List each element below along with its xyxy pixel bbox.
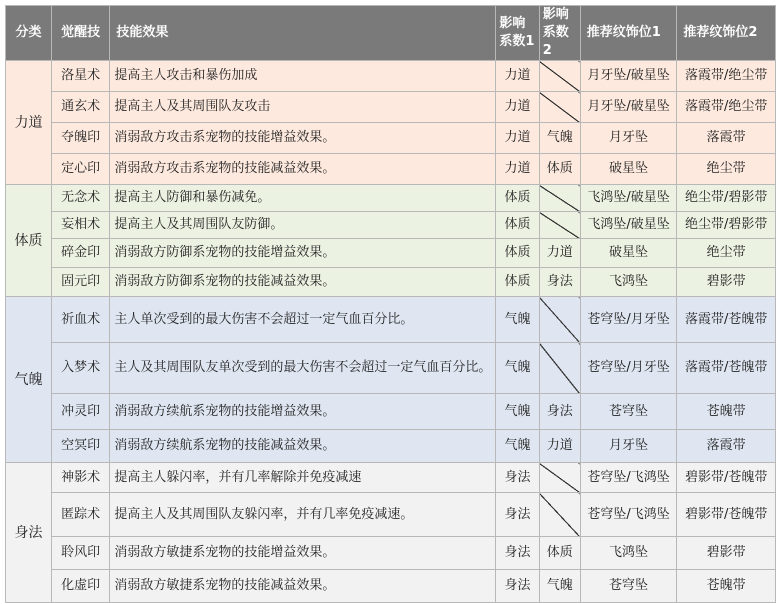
skill-effect: 主人单次受到的最大伤害不会超过一定气血百分比。 (110, 297, 496, 343)
table-row (6, 463, 776, 493)
slot1-cell: 飞鸿坠 (580, 268, 677, 297)
slot2-cell: 落霞带/绝尘带 (677, 61, 776, 92)
skill-effect: 消弱敌方续航系宠物的技能增益效果。 (110, 394, 496, 430)
slot2-cell: 绝尘带/碧影带 (677, 185, 776, 212)
slot1-cell: 苍穹坠/飞鸿坠 (580, 463, 677, 493)
skill-name: 洛星术 (52, 61, 110, 92)
table-row (6, 570, 776, 603)
slot2-cell: 落霞带 (677, 123, 776, 154)
skill-name: 空冥印 (52, 430, 110, 463)
table-row (6, 92, 776, 123)
factor1-cell: 力道 (496, 123, 539, 154)
header-effect: 技能效果 (110, 6, 496, 61)
skill-name: 妄相术 (52, 212, 110, 239)
table-row (6, 212, 776, 239)
slot2-cell: 碧影带 (677, 537, 776, 570)
slot2-cell: 绝尘带 (677, 239, 776, 268)
factor1-cell: 体质 (496, 212, 539, 239)
factor1-cell: 气魄 (496, 430, 539, 463)
slot1-cell: 破星坠 (580, 154, 677, 185)
category-cell: 气魄 (6, 297, 52, 463)
factor1-cell: 力道 (496, 61, 539, 92)
factor1-cell: 身法 (496, 463, 539, 493)
factor2-empty-cell (539, 212, 580, 239)
skill-effect: 提高主人躲闪率，并有几率解除并免疫减速 (110, 463, 496, 493)
slot2-cell: 落霞带/绝尘带 (677, 92, 776, 123)
factor2-empty-cell (539, 297, 580, 343)
slot1-cell: 苍穹坠/月牙坠 (580, 343, 677, 394)
factor2-cell: 体质 (539, 537, 580, 570)
table-row (6, 297, 776, 343)
slot1-cell: 月牙坠 (580, 123, 677, 154)
table-row (6, 268, 776, 297)
table-row (6, 123, 776, 154)
factor1-cell: 气魄 (496, 297, 539, 343)
factor2-cell: 气魄 (539, 123, 580, 154)
skill-effect: 消弱敌方防御系宠物的技能增益效果。 (110, 239, 496, 268)
factor2-cell: 身法 (539, 268, 580, 297)
skill-name: 入梦术 (52, 343, 110, 394)
skill-name: 夺魄印 (52, 123, 110, 154)
group-agility (6, 463, 776, 603)
slot2-cell: 落霞带/苍魄带 (677, 343, 776, 394)
skill-effect: 消弱敌方敏捷系宠物的技能增益效果。 (110, 537, 496, 570)
factor1-cell: 身法 (496, 570, 539, 603)
table-row (6, 61, 776, 92)
table-row (6, 537, 776, 570)
table-row (6, 394, 776, 430)
skill-effect: 主人及其周围队友单次受到的最大伤害不会超过一定气血百分比。 (110, 343, 496, 394)
skill-effect: 消弱敌方续航系宠物的技能减益效果。 (110, 430, 496, 463)
header-slot1: 推荐纹饰位1 (580, 6, 677, 61)
factor1-cell: 力道 (496, 92, 539, 123)
factor1-cell: 体质 (496, 239, 539, 268)
awakening-skill-table (5, 5, 776, 603)
skill-effect: 提高主人及其周围队友攻击 (110, 92, 496, 123)
header-factor2: 影响系数2 (539, 6, 580, 61)
skill-name: 定心印 (52, 154, 110, 185)
table-row (6, 154, 776, 185)
skill-name: 聆风印 (52, 537, 110, 570)
slot1-cell: 飞鸿坠 (580, 537, 677, 570)
slot2-cell: 苍魄带 (677, 394, 776, 430)
slot2-cell: 绝尘带/碧影带 (677, 212, 776, 239)
factor2-cell: 气魄 (539, 570, 580, 603)
slot2-cell: 绝尘带 (677, 154, 776, 185)
factor1-cell: 力道 (496, 154, 539, 185)
table-row (6, 239, 776, 268)
factor2-empty-cell (539, 493, 580, 537)
slot2-cell: 苍魄带 (677, 570, 776, 603)
factor1-cell: 气魄 (496, 343, 539, 394)
slot2-cell: 落霞带 (677, 430, 776, 463)
category-cell: 身法 (6, 463, 52, 603)
table-row (6, 185, 776, 212)
factor2-cell: 体质 (539, 154, 580, 185)
skill-name: 祈血术 (52, 297, 110, 343)
skill-name: 冲灵印 (52, 394, 110, 430)
skill-effect: 提高主人攻击和暴伤加成 (110, 61, 496, 92)
category-cell: 体质 (6, 185, 52, 297)
factor1-cell: 身法 (496, 537, 539, 570)
skill-name: 碎金印 (52, 239, 110, 268)
header-category: 分类 (6, 6, 52, 61)
category-cell: 力道 (6, 61, 52, 185)
skill-name: 化虚印 (52, 570, 110, 603)
skill-effect: 提高主人及其周围队友躲闪率，并有几率免疫减速。 (110, 493, 496, 537)
skill-name: 通玄术 (52, 92, 110, 123)
header-skill: 觉醒技 (52, 6, 110, 61)
skill-effect: 提高主人防御和暴伤减免。 (110, 185, 496, 212)
skill-effect: 消弱敌方防御系宠物的技能减益效果。 (110, 268, 496, 297)
group-constitution (6, 185, 776, 297)
group-spirit (6, 297, 776, 463)
factor2-cell: 身法 (539, 394, 580, 430)
factor1-cell: 体质 (496, 268, 539, 297)
table-row (6, 493, 776, 537)
factor2-empty-cell (539, 463, 580, 493)
skill-name: 神影术 (52, 463, 110, 493)
factor1-cell: 体质 (496, 185, 539, 212)
factor2-cell: 力道 (539, 239, 580, 268)
slot1-cell: 破星坠 (580, 239, 677, 268)
slot1-cell: 月牙坠/破星坠 (580, 92, 677, 123)
skill-effect: 消弱敌方敏捷系宠物的技能减益效果。 (110, 570, 496, 603)
slot1-cell: 月牙坠/破星坠 (580, 61, 677, 92)
table-row (6, 430, 776, 463)
slot1-cell: 月牙坠 (580, 430, 677, 463)
skill-name: 固元印 (52, 268, 110, 297)
header-row (6, 6, 776, 61)
factor2-empty-cell (539, 343, 580, 394)
slot1-cell: 飞鸿坠/破星坠 (580, 185, 677, 212)
factor1-cell: 气魄 (496, 394, 539, 430)
slot2-cell: 碧影带/苍魄带 (677, 493, 776, 537)
slot1-cell: 苍穹坠/飞鸿坠 (580, 493, 677, 537)
slot1-cell: 飞鸿坠/破星坠 (580, 212, 677, 239)
factor1-cell: 身法 (496, 493, 539, 537)
header-slot2: 推荐纹饰位2 (677, 6, 776, 61)
skill-effect: 提高主人及其周围队友防御。 (110, 212, 496, 239)
slot2-cell: 碧影带 (677, 268, 776, 297)
factor2-empty-cell (539, 61, 580, 92)
slot1-cell: 苍穹坠 (580, 394, 677, 430)
slot1-cell: 苍穹坠 (580, 570, 677, 603)
group-strength (6, 61, 776, 185)
slot1-cell: 苍穹坠/月牙坠 (580, 297, 677, 343)
skill-effect: 消弱敌方攻击系宠物的技能减益效果。 (110, 154, 496, 185)
skill-effect: 消弱敌方攻击系宠物的技能增益效果。 (110, 123, 496, 154)
skill-name: 匿踪术 (52, 493, 110, 537)
slot2-cell: 落霞带/苍魄带 (677, 297, 776, 343)
table-row (6, 343, 776, 394)
factor2-cell: 力道 (539, 430, 580, 463)
factor2-empty-cell (539, 185, 580, 212)
factor2-empty-cell (539, 92, 580, 123)
slot2-cell: 碧影带/苍魄带 (677, 463, 776, 493)
header-factor1: 影响系数1 (496, 6, 539, 61)
skill-name: 无念术 (52, 185, 110, 212)
